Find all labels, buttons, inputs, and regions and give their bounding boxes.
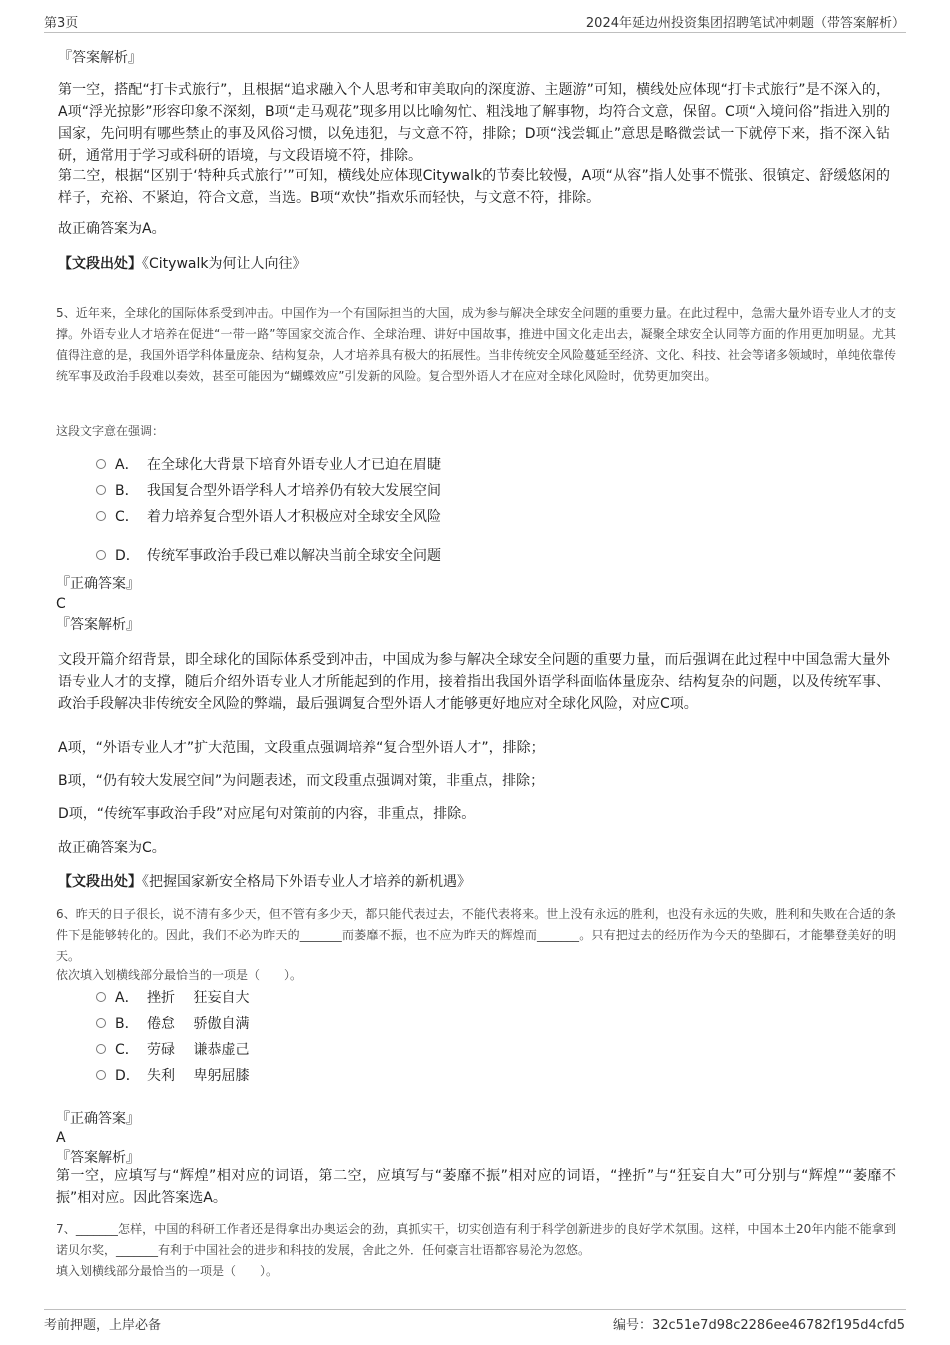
- q5-analysis-option-d: D项，“传统军事政治手段”对应尾句对策前的内容，非重点，排除。: [58, 806, 476, 822]
- q5-option-a[interactable]: [96, 455, 441, 475]
- option-text: 劳碌 谦恭虚己: [147, 1042, 250, 1058]
- q5-source-text: 《把握国家新安全格局下外语专业人才培养的新机遇》: [142, 874, 471, 890]
- radio-icon[interactable]: [96, 1044, 106, 1054]
- q5-stem: 5、近年来，全球化的国际体系受到冲击。中国作为一个有国际担当的大国，成为参与解决全球安全问题的重要力量。在此过程中，急需大量外语专业人才的支撑。外语专业人才培养在促进“一带一路”等国家交流合作、全球治理、讲好中国故事，推进中国文化走出去，凝聚全球安全认同等方面的作用更加明显。尤其值得注意的是，我国外语学科体量庞杂、结构复杂，人才培养具有极大的拓展性。当非传统安全风险蔓延至经济、文化、科技、社会等诸多领域时，单纯依靠传统军事及政治手段难以奏效，甚至可能因为“蝴蝶效应”引发新的风险。复合型外语人才在应对全球化风险时，优势更加突出。: [56, 306, 897, 383]
- q4-analysis-paragraph-2: 第二空，根据“区别于‘特种兵式旅行’”可知，横线处应体现Citywalk的节奏比较慢，A项“从容”指人处事不慌张、很镇定、舒缓悠闲的样子，充裕、不紧迫，符合文意，当选。B项“欢快”指欢乐而轻快，与文意不符，排除。: [58, 168, 890, 206]
- document-title: 2024年延边州投资集团招聘笔试冲刺题（带答案解析）: [585, 16, 905, 31]
- q7-prompt: 填入划横线部分最恰当的一项是（ ）。: [56, 1264, 279, 1278]
- q4-analysis-label: 『答案解析』: [58, 50, 142, 66]
- option-letter: C．: [115, 1042, 139, 1058]
- option-text: 我国复合型外语学科人才培养仍有较大发展空间: [147, 483, 441, 499]
- radio-icon[interactable]: [96, 1018, 106, 1028]
- q5-option-c[interactable]: [96, 507, 441, 527]
- q6-prompt: 依次填入划横线部分最恰当的一项是（ ）。: [56, 968, 303, 982]
- q6-option-a[interactable]: [96, 988, 249, 1008]
- radio-icon[interactable]: [96, 485, 106, 495]
- option-letter: C．: [115, 509, 139, 525]
- q4-source-text: 《Citywalk为何让人向往》: [142, 256, 307, 272]
- q6-analysis: 第一空，应填写与“辉煌”相对应的词语，第二空，应填写与“萎靡不振”相对应的词语，“挫折”与“狂妄自大”可分别与“辉煌”“萎靡不振”相对应。因此答案选A。: [56, 1168, 896, 1206]
- q6-option-b[interactable]: [96, 1014, 249, 1034]
- option-letter: A．: [115, 457, 139, 473]
- footer-code: [613, 1314, 905, 1333]
- q4-source-label: 【文段出处】: [58, 256, 142, 272]
- q5-analysis-label: 『答案解析』: [56, 617, 140, 633]
- q5-analysis-option-a: A项，“外语专业人才”扩大范围，文段重点强调培养“复合型外语人才”，排除；: [58, 740, 545, 756]
- footer-code-label: 编号：: [612, 1318, 652, 1333]
- q5-answer: C: [56, 596, 66, 612]
- q5-analysis-option-b: B项，“仍有较大发展空间”为问题表述，而文段重点强调对策，非重点，排除；: [58, 773, 545, 789]
- q5-option-b[interactable]: [96, 481, 441, 501]
- radio-icon[interactable]: [96, 459, 106, 469]
- radio-icon[interactable]: [96, 1070, 106, 1080]
- q6-answer-label: 『正确答案』: [56, 1111, 140, 1127]
- q4-analysis-paragraph-1: 第一空，搭配“打卡式旅行”，且根据“追求融入个人思考和审美取向的深度游、主题游”可知，横线处应体现“打卡式旅行”是不深入的，A项“浮光掠影”形容印象不深刻，B项“走马观花”现多用以比喻匆忙、粗浅地了解事物，均符合文意，保留。C项“入境问俗”指进入别的国家，先问明有哪些禁止的事及风俗习惯，以免违犯，与文意不符，排除；D项“浅尝辄止”意思是略微尝试一下就停下来，指不深入钻研，通常用于学习或科研的语境，与文段语境不符，排除。: [58, 82, 890, 164]
- q5-analysis-paragraph: 文段开篇介绍背景，即全球化的国际体系受到冲击，中国成为参与解决全球安全问题的重要力量，而后强调在此过程中中国急需大量外语专业人才的支撑，随后介绍外语专业人才所能起到的作用，接着指出我国外语学科面临体量庞杂、结构复杂的问题，以及传统军事、政治手段解决非传统安全风险的弊端，最后强调复合型外语人才能够更好地应对全球化风险，对应C项。: [58, 652, 890, 712]
- header-divider: [44, 32, 906, 33]
- option-letter: A．: [115, 990, 139, 1006]
- q6-analysis-label: 『答案解析』: [56, 1150, 140, 1166]
- footer-slogan: 考前押题，上岸必备: [44, 1318, 162, 1333]
- option-text: 倦怠 骄傲自满: [147, 1016, 250, 1032]
- q5-source: [58, 871, 471, 893]
- footer-divider: [44, 1309, 906, 1310]
- page-number: 第3页: [44, 16, 79, 31]
- option-letter: B．: [115, 483, 139, 499]
- q5-answer-label: 『正确答案』: [56, 576, 140, 592]
- q6-option-c[interactable]: [96, 1040, 249, 1060]
- q7-stem: 7、_______怎样，中国的科研工作者还是得拿出办奥运会的劲，真抓实干，切实创造有利于科学创新进步的良好学术氛围。这样，中国本土20年内能不能拿到诺贝尔奖，_______有利于中国社会的进步和科技的发展，舍此之外．任何豪言壮语都容易沦为忽悠。: [56, 1222, 896, 1257]
- footer-code-value: 32c51e7d98c2286ee46782f195d4cfd5: [651, 1318, 905, 1333]
- option-letter: B．: [115, 1016, 139, 1032]
- option-text: 着力培养复合型外语人才积极应对全球安全风险: [147, 509, 441, 525]
- q5-prompt: 这段文字意在强调：: [56, 424, 165, 438]
- q6-option-d[interactable]: [96, 1066, 249, 1086]
- q4-conclusion: 故正确答案为A。: [58, 221, 166, 237]
- q5-conclusion: 故正确答案为C。: [58, 840, 166, 856]
- q5-option-d[interactable]: [96, 546, 441, 566]
- q6-answer: A: [56, 1130, 66, 1146]
- option-letter: D．: [115, 548, 140, 564]
- q4-source: [58, 253, 306, 275]
- option-letter: D．: [115, 1068, 140, 1084]
- option-text: 挫折 狂妄自大: [147, 990, 250, 1006]
- q5-source-label: 【文段出处】: [58, 874, 142, 890]
- option-text: 失利 卑躬屈膝: [147, 1068, 250, 1084]
- radio-icon[interactable]: [96, 550, 106, 560]
- option-text: 传统军事政治手段已难以解决当前全球安全问题: [147, 548, 441, 564]
- q6-stem: 6、昨天的日子很长，说不清有多少天，但不管有多少天，都只能代表过去，不能代表将来。世上没有永远的胜利，也没有永远的失败，胜利和失败在合适的条件下是能够转化的。因此，我们不必为昨天的_______而萎靡不振，也不应为昨天的辉煌而_______。只有把过去的经历作为今天的垫脚石，才能攀登美好的明天。: [56, 907, 896, 963]
- radio-icon[interactable]: [96, 511, 106, 521]
- radio-icon[interactable]: [96, 992, 106, 1002]
- option-text: 在全球化大背景下培育外语专业人才已迫在眉睫: [147, 457, 441, 473]
